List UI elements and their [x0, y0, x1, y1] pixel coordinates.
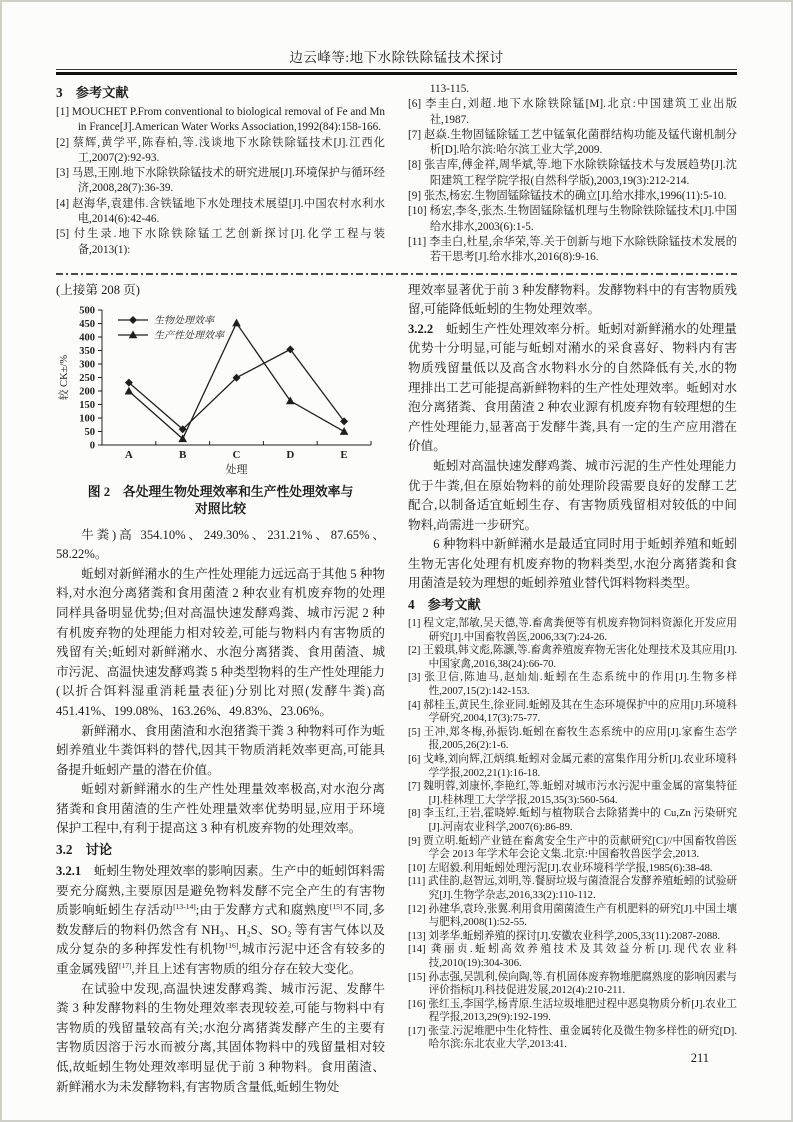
- reference-item: [4] 郝桂玉,黄民生,徐亚同.蚯蚓及其在生态环境保护中的应用[J].环境科学研究,2004,17(3):75-77.: [408, 699, 737, 725]
- figure2-caption: [56, 484, 385, 519]
- data-point-marker: [125, 386, 134, 394]
- y-tick-label: 400: [79, 332, 95, 344]
- data-point-marker: [232, 318, 241, 326]
- reference-item: [3] 马恩,王刚.地下水除铁除锰技术的研究进展[J].环境保护与循环经济,2008,28(7):36-39.: [56, 167, 385, 195]
- continued-from-note: (上接第 208 页): [56, 282, 140, 297]
- reference-item: [8] 张吉库,傅金祥,周华斌,等.地下水除铁除锰技术与发展趋势[J].沈阳建筑工程学院学报(自然科学版),2003,19(3):212-214.: [408, 159, 737, 187]
- right-paragraphs: [408, 281, 737, 595]
- series-line: [129, 349, 344, 429]
- section-3-left-column: [56, 82, 385, 266]
- section-4-heading: 4 参考文献: [408, 597, 481, 613]
- reference-item: [7] 赵焱.生物固锰除锰工艺中锰氧化菌群结构功能及锰代谢机制分析[D].哈尔滨:哈尔滨工业大学,2009.: [408, 128, 737, 157]
- running-head: [56, 46, 737, 75]
- references-section-3: [56, 82, 737, 266]
- y-tick-label: 450: [79, 318, 95, 330]
- reference-item: [1] MOUCHET P.From conventional to biological removal of Fe and Mn in France[J].American Water Works Association,1992(84):158-166.: [56, 106, 385, 134]
- figure-2: [56, 303, 385, 519]
- reference-item: [16] 张红玉,李国学,杨青原.生活垃圾堆肥过程中恶臭物质分析[J].农业工程学报,2013,29(9):192-199.: [408, 998, 737, 1024]
- article-body: [56, 281, 737, 1098]
- section-3-ref-list-left: [56, 105, 385, 258]
- data-point-marker: [340, 427, 349, 435]
- legend-marker: [129, 330, 138, 338]
- paragraph: 蚯蚓对新鲜潲水的生产性处理量效率极高,对水泡分离猪粪和食用菌渣的生产性处理量效率优势明显,应用于环境保护工程中,有利于提高这 3 种有机废弃物的处理效率。: [56, 782, 385, 836]
- paragraph: 在试验中发现,高温快速发酵鸡粪、城市污泥、发酵牛粪 3 种发酵物料的生物处理效率表现较差,可能与物料中有害物质的残留量较高有关;水泡分离猪粪发酵产生的主要有害物质因溶于污水而被分离,其固体物料中的残留量相对较低,故蚯蚓生物处理效率明显优于前 3 种物料。食用菌渣、新鲜潲水为未发酵物料,有害物质含量低,蚯蚓生物处: [56, 981, 385, 1094]
- y-tick-label: 50: [84, 426, 95, 438]
- y-tick-label: 300: [79, 359, 95, 371]
- reference-item: [5] 王冲,郑冬梅,孙振钧.蚯蚓在畜牧生态系统中的应用[J].家畜生态学报,2005,26(2):1-6.: [408, 726, 737, 752]
- reference-item: [10] 杨宏,李冬,张杰.生物固锰除锰机理与生物除铁除锰技术[J].中国给水排水,2003(6):1-5.: [408, 205, 737, 233]
- section-4-ref-list: [408, 617, 737, 1052]
- reference-item: [2] 蔡辉,黄学平,陈春柏,等.浅谈地下水除铁除锰技术[J].江西化工,2007(2):92-93.: [56, 136, 385, 164]
- reference-item: [17] 张莹.污泥堆肥中生化特性、重金属转化及微生物多样性的研究[D].哈尔滨:东北农业大学,2013:41.: [408, 1025, 737, 1051]
- y-tick-label: 150: [79, 399, 95, 411]
- reference-item: [11] 李圭白,杜星,余华荣,等.关于创新与地下水除铁除锰技术发展的若干思考[J].给水排水,2016(8):9-16.: [408, 235, 737, 264]
- header-rule: [56, 72, 737, 75]
- section-3-heading: 3 参考文献: [56, 85, 129, 100]
- left-paragraphs: [56, 526, 385, 1098]
- reference-item: [9] 张杰,杨宏.生物固锰除锰技术的确立[J].给水排水,1996(11):5-10.: [408, 190, 727, 203]
- running-head-title: 边云峰等:地下水除铁除锰技术探讨: [56, 46, 737, 70]
- paragraph: 3.2.1 蚯蚓生物处理效率的影响因素。生产中的蚯蚓饵料需要充分腐熟,主要原因是避免物料发酵不完全产生的有害物质影响蚯蚓生存活动[13-14];由于发酵方式和腐熟度[15]不同,多数发酵后的物料仍然含有 NH₃、H₂S、SO₂ 等有害气体以及成分复杂的多种挥发性有机物[16],城市污泥中还含有较多的重金属残留[17],并且上述有害物质的组分存在较大变化。: [56, 864, 386, 977]
- right-column: [408, 281, 737, 1098]
- y-tick-label: 500: [79, 305, 95, 317]
- reference-item: [13] 刘孝华.蚯蚓养殖的探讨[J].安徽农业科学,2005,33(11):2087-2088.: [408, 930, 721, 942]
- reference-item: [14] 龚丽贞.蚯蚓高效养殖技术及其效益分析[J].现代农业科技,2010(19):304-306.: [408, 944, 737, 969]
- section-3-ref-list-right: [408, 97, 737, 265]
- y-tick-label: 0: [89, 440, 95, 452]
- section-3-continuation-line: 113-115.: [429, 83, 470, 95]
- reference-item: [15] 孙志强,吴凯利,侯向陶,等.有机固体废弃物堆肥腐熟度的影响因素与评价指标[J].科技促进发展,2012(4):210-211.: [408, 971, 737, 997]
- y-tick-label: 250: [79, 372, 95, 384]
- x-tick-label: C: [232, 448, 241, 461]
- reference-item: [7] 魏明蓉,刘康怀,李艳红,等.蚯蚓对城市污水污泥中重金属的富集特征[J].桂林理工大学学报,2015,35(3):560-564.: [408, 781, 737, 806]
- y-tick-label: 100: [79, 413, 95, 425]
- reference-item: [8] 李玉红,王岩,霍晓婷.蚯蚓与植物联合去除猪粪中的 Cu,Zn 污染研究[J].河南农业科学,2007(6):86-89.: [408, 808, 737, 833]
- x-tick-label: E: [340, 448, 348, 461]
- y-tick-label: 350: [79, 345, 95, 357]
- page-number: 211: [690, 1051, 709, 1065]
- x-tick-label: A: [124, 448, 133, 461]
- paragraph: 6 种物料中新鲜潲水是最适宜同时用于蚯蚓养殖和蚯蚓生物无害化处理有机废弃物的物料类型,水泡分离猪粪和食用菌渣是较为理想的蚯蚓养殖业替代饵料物料类型。: [408, 537, 737, 591]
- figure-caption-line: 对照比较: [194, 502, 247, 517]
- left-column: [56, 281, 385, 1098]
- legend-label: 生物处理效率: [154, 315, 214, 327]
- reference-item: [12] 孙建华,袁玲,张翼.利用食用菌菌渣生产有机肥料的研究[J].中国土壤与肥料,2008(1):52-55.: [408, 903, 737, 929]
- paragraph: 蚯蚓对新鲜潲水的生产性处理能力远远高于其他 5 种物料,对水泡分离猪粪和食用菌渣 2 种农业有机废弃物的处理同样具备明显优势;但对高温快速发酵鸡粪、城市污泥 2 种有机废弃物的处理能力相对较差,可能与物料内有害物质的残留有关;蚯蚓对新鲜潲水、水泡分离猪粪、食用菌渣、城市污泥、高温快速发酵鸡粪 5 种类型物料的生产性处理能力(以折合饵料湿重消耗量表征)分别比对照(发酵牛粪)高 451.41%、199.08%、163.26%、49.83%、23.06%。: [56, 566, 385, 718]
- reference-item: [1] 程文定,郜敏,吴天德,等.畜禽粪便等有机废弃物饲料资源化开发应用研究[J].中国畜牧兽医,2006,33(7):24-26.: [408, 618, 737, 643]
- reference-item: [6] 李圭白,刘超.地下水除铁除锰[M].北京:中国建筑工业出版社,1987.: [408, 98, 737, 126]
- figure-caption-line: 图 2 各处理生物处理效率和生产性处理效率与: [87, 484, 354, 499]
- dashed-separator: [56, 273, 737, 275]
- reference-item: [5] 付生录.地下水除铁除锰工艺创新探讨[J].化学工程与装备,2013(1):: [56, 228, 385, 256]
- x-axis-title: 处理: [225, 463, 248, 476]
- figure2-line-chart: [56, 303, 385, 479]
- reference-item: [3] 张卫信,陈迪马,赵灿灿.蚯蚓在生态系统中的作用[J].生物多样性,2007,15(2):142-153.: [408, 672, 737, 698]
- section-3-right-column: [408, 82, 737, 266]
- reference-item: [2] 王毅琪,韩文彪,陈灏,等.畜禽养殖废弃物无害化处理技术及其应用[J].中国家禽,2016,38(24):66-70.: [408, 645, 737, 670]
- reference-item: [10] 左昭毅.利用蚯蚓处理污泥[J].农业环境科学学报,1985(6):38-48.: [408, 862, 713, 874]
- reference-item: [6] 戈峰,刘向辉,江炳缜.蚯蚓对金属元素的富集作用分析[J].农业环境科学学报,2002,21(1):16-18.: [408, 754, 737, 779]
- y-axis-title: 较 CK±/%: [59, 354, 70, 400]
- legend-label: 生产性处理效率: [154, 330, 224, 342]
- x-tick-label: D: [286, 448, 295, 461]
- paragraph: 3.2.2 蚯蚓生产性处理效率分析。蚯蚓对新鲜潲水的处理量优势十分明显,可能与蚯蚓对潲水的采食喜好、物料内有害物质残留量低以及高含水物料水分的自然降低有关,水的物理排出工艺可能提高新鲜物料的生产性处理效率。蚯蚓对水泡分离猪粪、食用菌渣 2 种农业源有机废弃物有较理想的生产性处理能力,显著高于发酵牛粪,具有一定的生产应用潜在价值。: [408, 321, 737, 454]
- paragraph: 理效率显著优于前 3 种发酵物料。发酵物料中的有害物质残留,可能降低蚯蚓的生物处理效率。: [408, 282, 737, 317]
- paragraph: 蚯蚓对高温快速发酵鸡粪、城市污泥的生产性处理能力优于牛粪,但在原始物料的前处理阶段需要良好的发酵工艺配合,以制备适宜蚯蚓生存、有害物质残留相对较低的中间物料,尚需进一步研究。: [408, 458, 737, 532]
- y-tick-label: 200: [79, 386, 95, 398]
- x-tick-label: B: [179, 448, 187, 461]
- legend-marker: [129, 316, 137, 324]
- paragraph: 牛粪)高 354.10%、249.30%、231.21%、87.65%、58.22%。: [56, 527, 385, 562]
- reference-item: [4] 赵海华,袁建伟.含铁锰地下水处理技术展望[J].中国农村水利水电,2014(6):42-46.: [56, 197, 385, 226]
- paragraph: 新鲜潲水、食用菌渣和水泡猪粪干粪 3 种物料可作为蚯蚓养殖业牛粪饵料的替代,因其干物质消耗效率更高,可能具备提升蚯蚓产量的潜在价值。: [56, 723, 385, 777]
- reference-item: [11] 武佳韵,赵智远,刘明,等.餐厨垃圾与菌渣混合发酵养殖蚯蚓的试验研究[J].生物学杂志,2016,33(2):110-112.: [408, 876, 737, 901]
- section-heading: 3.2 讨论: [56, 842, 113, 858]
- reference-item: [9] 贾立明.蚯蚓产业链在畜禽安全生产中的贡献研究[C]//中国畜牧兽医学会 2013 年学术年会论文集.北京:中国畜牧兽医学会,2013.: [408, 835, 737, 861]
